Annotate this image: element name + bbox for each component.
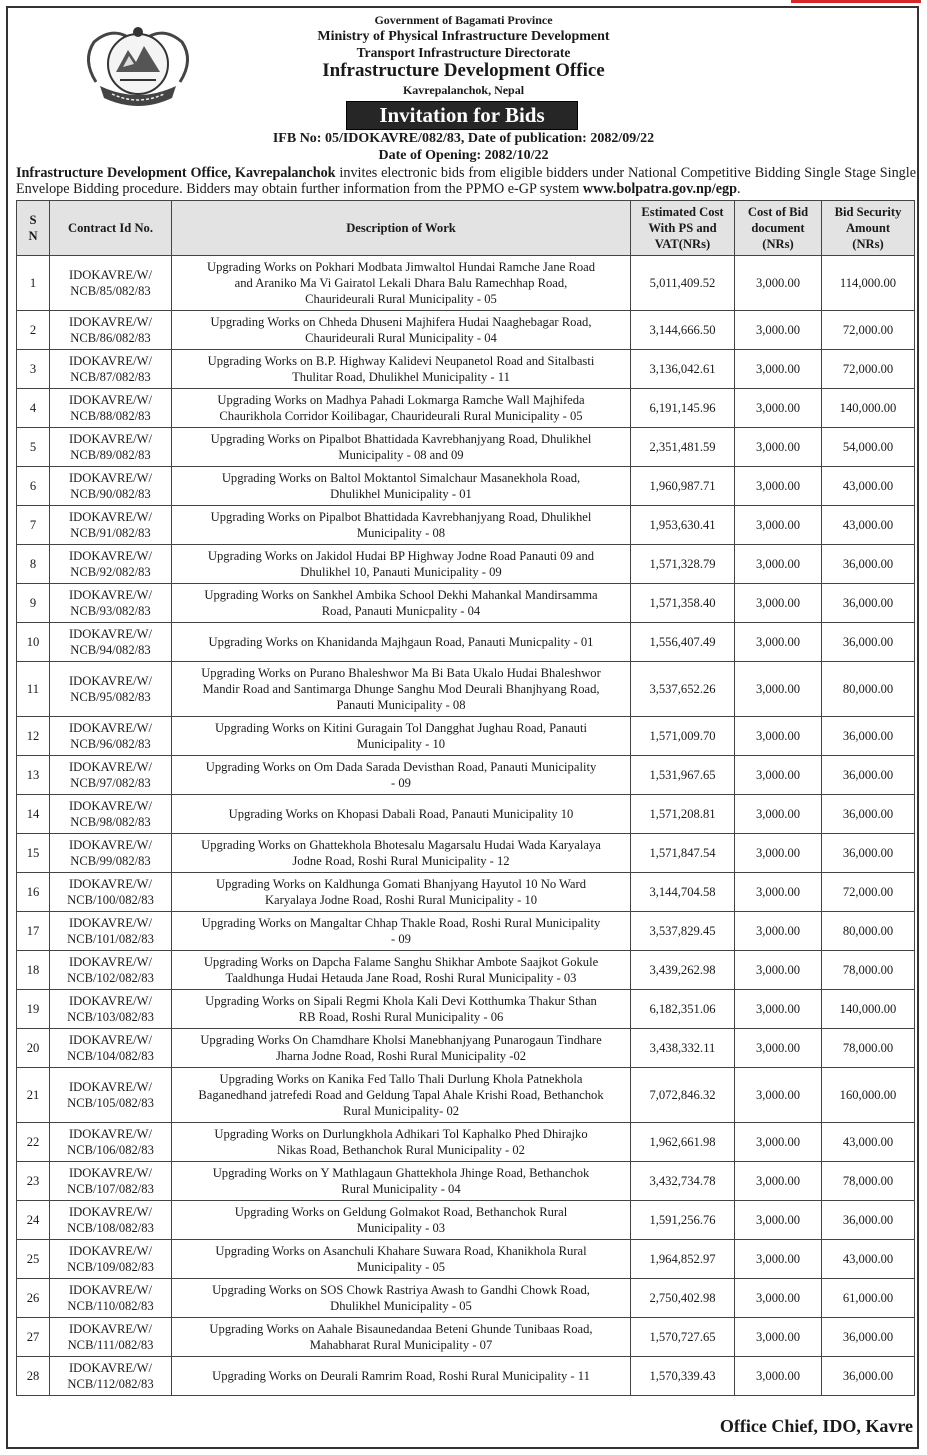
serial-number-cell: 18 [17, 951, 50, 990]
work-description-cell: Upgrading Works on Purano Bhaleshwor Ma Bi Bata Ukalo Hudai Bhaleshwor Mandir Road and Santimarga Dhunge Sanghu Mod Deurali Bhanjhyang Road, Panauti Municipality - 08 [172, 662, 631, 717]
estimated-cost-cell: 1,531,967.65 [631, 756, 735, 795]
bid-security-cell: 140,000.00 [822, 389, 915, 428]
bid-document-cost-cell: 3,000.00 [735, 1029, 822, 1068]
bid-security-cell: 78,000.00 [822, 1029, 915, 1068]
bid-document-cost-cell: 3,000.00 [735, 951, 822, 990]
contract-id-cell: IDOKAVRE/W/ NCB/103/082/83 [50, 990, 172, 1029]
work-description-cell: Upgrading Works on Jakidol Hudai BP Highway Jodne Road Panauti 09 and Dhulikhel 10, Panauti Municipality - 09 [172, 545, 631, 584]
bid-security-cell: 114,000.00 [822, 256, 915, 311]
ministry-line: Ministry of Physical Infrastructure Development [317, 29, 610, 44]
contract-id-cell: IDOKAVRE/W/ NCB/86/082/83 [50, 311, 172, 350]
table-row [17, 1068, 915, 1123]
work-description-cell: Upgrading Works on Durlungkhola Adhikari Tol Kaphalko Phed Dhirajko Nikas Road, Bethanchok Rural Municipality - 02 [172, 1123, 631, 1162]
bid-security-cell: 36,000.00 [822, 1318, 915, 1357]
table-row [17, 756, 915, 795]
estimated-cost-cell: 1,571,358.40 [631, 584, 735, 623]
contract-id-cell: IDOKAVRE/W/ NCB/109/082/83 [50, 1240, 172, 1279]
serial-number-cell: 4 [17, 389, 50, 428]
estimated-cost-cell: 1,964,852.97 [631, 1240, 735, 1279]
intro-office-name: Infrastructure Development Office, Kavrepalanchok [16, 165, 336, 181]
office-title: Infrastructure Development Office [322, 60, 605, 81]
work-description-cell: Upgrading Works on Pipalbot Bhattidada Kavrebhanjyang Road, Dhulikhel Municipality - 08 [172, 506, 631, 545]
government-line: Government of Bagamati Province [374, 13, 553, 27]
contract-id-cell: IDOKAVRE/W/ NCB/112/082/83 [50, 1357, 172, 1396]
table-row [17, 1029, 915, 1068]
contract-id-cell: IDOKAVRE/W/ NCB/93/082/83 [50, 584, 172, 623]
serial-number-cell: 1 [17, 256, 50, 311]
bid-security-cell: 43,000.00 [822, 1123, 915, 1162]
estimated-cost-cell: 3,537,829.45 [631, 912, 735, 951]
estimated-cost-cell: 3,537,652.26 [631, 662, 735, 717]
bid-document-cost-cell: 3,000.00 [735, 256, 822, 311]
description-header: Description of Work [172, 201, 631, 256]
contract-id-cell: IDOKAVRE/W/ NCB/102/082/83 [50, 951, 172, 990]
contract-id-cell: IDOKAVRE/W/ NCB/110/082/83 [50, 1279, 172, 1318]
bid-document-cost-cell: 3,000.00 [735, 506, 822, 545]
sn-header: S N [17, 201, 50, 256]
opening-date-line: Date of Opening: 2082/10/22 [378, 148, 549, 163]
bid-document-cost-cell: 3,000.00 [735, 1240, 822, 1279]
serial-number-cell: 3 [17, 350, 50, 389]
estimated-cost-cell: 1,556,407.49 [631, 623, 735, 662]
table-header-row [17, 201, 915, 256]
table-row [17, 311, 915, 350]
serial-number-cell: 25 [17, 1240, 50, 1279]
work-description-cell: Upgrading Works on SOS Chowk Rastriya Awash to Gandhi Chowk Road, Dhulikhel Municipality - 05 [172, 1279, 631, 1318]
serial-number-cell: 10 [17, 623, 50, 662]
table-row [17, 1357, 915, 1396]
work-description-cell: Upgrading Works on Sankhel Ambika School Dekhi Mahankal Mandirsamma Road, Panauti Municpality - 04 [172, 584, 631, 623]
contract-id-cell: IDOKAVRE/W/ NCB/104/082/83 [50, 1029, 172, 1068]
table-row [17, 389, 915, 428]
table-row [17, 350, 915, 389]
estimated-cost-cell: 7,072,846.32 [631, 1068, 735, 1123]
table-row [17, 1123, 915, 1162]
bid-security-cell: 43,000.00 [822, 467, 915, 506]
bid-document-cost-cell: 3,000.00 [735, 662, 822, 717]
bid-document-cost-cell: 3,000.00 [735, 756, 822, 795]
table-row [17, 990, 915, 1029]
bid-document-cost-cell: 3,000.00 [735, 873, 822, 912]
bid-security-cell: 72,000.00 [822, 311, 915, 350]
work-description-cell: Upgrading Works on Khopasi Dabali Road, Panauti Municipality 10 [172, 795, 631, 834]
office-chief-signature: Office Chief, IDO, Kavre [719, 1416, 913, 1436]
bids-table [16, 200, 915, 1396]
estimated-cost-cell: 6,182,351.06 [631, 990, 735, 1029]
contract-id-cell: IDOKAVRE/W/ NCB/105/082/83 [50, 1068, 172, 1123]
work-description-cell: Upgrading Works on Asanchuli Khahare Suwara Road, Khanikhola Rural Municipality - 05 [172, 1240, 631, 1279]
work-description-cell: Upgrading Works on Pokhari Modbata Jimwaltol Hundai Ramche Jane Road and Araniko Ma Vi Gairatol Lekali Dhara Balu Ramechhap Road, Chaurideurali Rural Municipality - 05 [172, 256, 631, 311]
serial-number-cell: 19 [17, 990, 50, 1029]
estimated-cost-cell: 2,351,481.59 [631, 428, 735, 467]
bid-security-cell: 36,000.00 [822, 834, 915, 873]
bid-security-cell: 36,000.00 [822, 795, 915, 834]
serial-number-cell: 26 [17, 1279, 50, 1318]
bid-security-header: Bid Security Amount (NRs) [822, 201, 915, 256]
directorate-line: Transport Infrastructure Directorate [356, 45, 571, 60]
serial-number-cell: 23 [17, 1162, 50, 1201]
bid-document-cost-cell: 3,000.00 [735, 428, 822, 467]
bid-document-cost-cell: 3,000.00 [735, 1357, 822, 1396]
estimated-cost-cell: 1,960,987.71 [631, 467, 735, 506]
bid-document-cost-cell: 3,000.00 [735, 795, 822, 834]
bid-security-cell: 80,000.00 [822, 662, 915, 717]
bid-security-cell: 140,000.00 [822, 990, 915, 1029]
bid-document-cost-cell: 3,000.00 [735, 467, 822, 506]
table-row [17, 256, 915, 311]
table-row [17, 795, 915, 834]
estimated-cost-cell: 3,144,704.58 [631, 873, 735, 912]
contract-id-cell: IDOKAVRE/W/ NCB/101/082/83 [50, 912, 172, 951]
table-row [17, 506, 915, 545]
serial-number-cell: 8 [17, 545, 50, 584]
serial-number-cell: 20 [17, 1029, 50, 1068]
bid-security-cell: 54,000.00 [822, 428, 915, 467]
serial-number-cell: 12 [17, 717, 50, 756]
serial-number-cell: 17 [17, 912, 50, 951]
bid-document-cost-header: Cost of Bid document (NRs) [735, 201, 822, 256]
bid-security-cell: 78,000.00 [822, 1162, 915, 1201]
estimated-cost-cell: 3,438,332.11 [631, 1029, 735, 1068]
intro-text: invites electronic bids from eligible bidders under National Competitive Bidding Single Stage Single Envelope Bidding procedure. Bidders may obtain further information from the PPMO e-GP system [16, 165, 917, 197]
ifb-line: IFB No: 05/IDOKAVRE/082/83, Date of publication: 2082/09/22 [272, 131, 655, 146]
table-row [17, 584, 915, 623]
table-row [17, 1318, 915, 1357]
bid-document-cost-cell: 3,000.00 [735, 389, 822, 428]
bid-document-cost-cell: 3,000.00 [735, 1068, 822, 1123]
work-description-cell: Upgrading Works on Kanika Fed Tallo Thali Durlung Khola Patnekhola Baganedhand jatrefedi Road and Geldung Tapal Ahale Krishi Road, Bethanchok Rural Municipality- 02 [172, 1068, 631, 1123]
table-row [17, 467, 915, 506]
estimated-cost-cell: 1,962,661.98 [631, 1123, 735, 1162]
bid-document-cost-cell: 3,000.00 [735, 623, 822, 662]
serial-number-cell: 27 [17, 1318, 50, 1357]
work-description-cell: Upgrading Works on Geldung Golmakot Road, Bethanchok Rural Municipality - 03 [172, 1201, 631, 1240]
estimated-cost-cell: 1,571,009.70 [631, 717, 735, 756]
table-row [17, 873, 915, 912]
bid-document-cost-cell: 3,000.00 [735, 1201, 822, 1240]
bid-security-cell: 36,000.00 [822, 717, 915, 756]
table-row [17, 951, 915, 990]
contract-id-header: Contract Id No. [50, 201, 172, 256]
estimated-cost-cell: 1,953,630.41 [631, 506, 735, 545]
estimated-cost-header: Estimated Cost With PS and VAT(NRs) [631, 201, 735, 256]
work-description-cell: Upgrading Works on Ghattekhola Bhotesalu Magarsalu Hudai Wada Karyalaya Jodne Road, Roshi Rural Municipality - 12 [172, 834, 631, 873]
work-description-cell: Upgrading Works on Kitini Guragain Tol Dangghat Jughau Road, Panauti Municipality - 10 [172, 717, 631, 756]
contract-id-cell: IDOKAVRE/W/ NCB/88/082/83 [50, 389, 172, 428]
bid-document-cost-cell: 3,000.00 [735, 1123, 822, 1162]
bid-security-cell: 36,000.00 [822, 584, 915, 623]
contract-id-cell: IDOKAVRE/W/ NCB/107/082/83 [50, 1162, 172, 1201]
bid-document-cost-cell: 3,000.00 [735, 350, 822, 389]
serial-number-cell: 21 [17, 1068, 50, 1123]
bid-document-cost-cell: 3,000.00 [735, 311, 822, 350]
bid-document-cost-cell: 3,000.00 [735, 1318, 822, 1357]
contract-id-cell: IDOKAVRE/W/ NCB/98/082/83 [50, 795, 172, 834]
serial-number-cell: 28 [17, 1357, 50, 1396]
estimated-cost-cell: 1,591,256.76 [631, 1201, 735, 1240]
top-accent-line [791, 0, 921, 3]
bid-document-cost-cell: 3,000.00 [735, 717, 822, 756]
bid-document-cost-cell: 3,000.00 [735, 912, 822, 951]
work-description-cell: Upgrading Works on Dapcha Falame Sanghu Shikhar Ambote Saajkot Gokule Taaldhunga Hudai Hetauda Jane Road, Roshi Rural Municipality - 03 [172, 951, 631, 990]
bid-document-cost-cell: 3,000.00 [735, 834, 822, 873]
intro-paragraph [16, 165, 916, 197]
serial-number-cell: 24 [17, 1201, 50, 1240]
intro-period: . [737, 181, 741, 197]
bid-document-cost-cell: 3,000.00 [735, 990, 822, 1029]
table-row [17, 428, 915, 467]
table-row [17, 1162, 915, 1201]
invitation-banner: Invitation for Bids [346, 101, 578, 130]
table-row [17, 717, 915, 756]
bid-security-cell: 61,000.00 [822, 1279, 915, 1318]
bid-security-cell: 80,000.00 [822, 912, 915, 951]
estimated-cost-cell: 3,136,042.61 [631, 350, 735, 389]
contract-id-cell: IDOKAVRE/W/ NCB/87/082/83 [50, 350, 172, 389]
table-row [17, 912, 915, 951]
estimated-cost-cell: 6,191,145.96 [631, 389, 735, 428]
contract-id-cell: IDOKAVRE/W/ NCB/111/082/83 [50, 1318, 172, 1357]
work-description-cell: Upgrading Works on Mangaltar Chhap Thakle Road, Roshi Rural Municipality - 09 [172, 912, 631, 951]
contract-id-cell: IDOKAVRE/W/ NCB/96/082/83 [50, 717, 172, 756]
bid-document-cost-cell: 3,000.00 [735, 584, 822, 623]
serial-number-cell: 6 [17, 467, 50, 506]
table-row [17, 1240, 915, 1279]
work-description-cell: Upgrading Works on Y Mathlagaun Ghattekhola Jhinge Road, Bethanchok Rural Municipality - 04 [172, 1162, 631, 1201]
serial-number-cell: 15 [17, 834, 50, 873]
contract-id-cell: IDOKAVRE/W/ NCB/89/082/83 [50, 428, 172, 467]
bid-security-cell: 36,000.00 [822, 1357, 915, 1396]
egp-website-link[interactable]: www.bolpatra.gov.np/egp [582, 181, 737, 197]
contract-id-cell: IDOKAVRE/W/ NCB/95/082/83 [50, 662, 172, 717]
work-description-cell: Upgrading Works on B.P. Highway Kalidevi Neupanetol Road and Sitalbasti Thulitar Road, Dhulikhel Municipality - 11 [172, 350, 631, 389]
table-row [17, 545, 915, 584]
contract-id-cell: IDOKAVRE/W/ NCB/106/082/83 [50, 1123, 172, 1162]
contract-id-cell: IDOKAVRE/W/ NCB/85/082/83 [50, 256, 172, 311]
table-row [17, 1279, 915, 1318]
serial-number-cell: 9 [17, 584, 50, 623]
estimated-cost-cell: 1,571,328.79 [631, 545, 735, 584]
table-row [17, 623, 915, 662]
bid-security-cell: 36,000.00 [822, 1201, 915, 1240]
contract-id-cell: IDOKAVRE/W/ NCB/100/082/83 [50, 873, 172, 912]
contract-id-cell: IDOKAVRE/W/ NCB/90/082/83 [50, 467, 172, 506]
estimated-cost-cell: 3,432,734.78 [631, 1162, 735, 1201]
work-description-cell: Upgrading Works On Chamdhare Kholsi Manebhanjyang Punarogaun Tindhare Jharna Jodne Road, Roshi Rural Municipality -02 [172, 1029, 631, 1068]
estimated-cost-cell: 1,570,727.65 [631, 1318, 735, 1357]
serial-number-cell: 13 [17, 756, 50, 795]
estimated-cost-cell: 5,011,409.52 [631, 256, 735, 311]
location-line: Kavrepalanchok, Nepal [402, 83, 525, 97]
bid-security-cell: 36,000.00 [822, 756, 915, 795]
table-row [17, 834, 915, 873]
bid-security-cell: 78,000.00 [822, 951, 915, 990]
bid-document-cost-cell: 3,000.00 [735, 1162, 822, 1201]
work-description-cell: Upgrading Works on Khanidanda Majhgaun Road, Panauti Municpality - 01 [172, 623, 631, 662]
bid-security-cell: 36,000.00 [822, 545, 915, 584]
work-description-cell: Upgrading Works on Om Dada Sarada Devisthan Road, Panauti Municipality - 09 [172, 756, 631, 795]
contract-id-cell: IDOKAVRE/W/ NCB/91/082/83 [50, 506, 172, 545]
contract-id-cell: IDOKAVRE/W/ NCB/108/082/83 [50, 1201, 172, 1240]
bid-document-cost-cell: 3,000.00 [735, 545, 822, 584]
work-description-cell: Upgrading Works on Madhya Pahadi Lokmarga Ramche Wall Majhifeda Chaurikhola Corridor Koilibagar, Chaurideurali Rural Municipality - 05 [172, 389, 631, 428]
bid-security-cell: 72,000.00 [822, 350, 915, 389]
estimated-cost-cell: 1,571,847.54 [631, 834, 735, 873]
bid-security-cell: 160,000.00 [822, 1068, 915, 1123]
estimated-cost-cell: 2,750,402.98 [631, 1279, 735, 1318]
serial-number-cell: 14 [17, 795, 50, 834]
work-description-cell: Upgrading Works on Deurali Ramrim Road, Roshi Rural Municipality - 11 [172, 1357, 631, 1396]
bid-security-cell: 72,000.00 [822, 873, 915, 912]
contract-id-cell: IDOKAVRE/W/ NCB/92/082/83 [50, 545, 172, 584]
bid-security-cell: 43,000.00 [822, 1240, 915, 1279]
estimated-cost-cell: 1,570,339.43 [631, 1357, 735, 1396]
serial-number-cell: 11 [17, 662, 50, 717]
work-description-cell: Upgrading Works on Chheda Dhuseni Majhifera Hudai Naaghebagar Road, Chaurideurali Rural Municipality - 04 [172, 311, 631, 350]
work-description-cell: Upgrading Works on Baltol Moktantol Simalchaur Masanekhola Road, Dhulikhel Municipality - 01 [172, 467, 631, 506]
serial-number-cell: 7 [17, 506, 50, 545]
serial-number-cell: 5 [17, 428, 50, 467]
work-description-cell: Upgrading Works on Sipali Regmi Khola Kali Devi Kotthumka Thakur Sthan RB Road, Roshi Rural Municipality - 06 [172, 990, 631, 1029]
contract-id-cell: IDOKAVRE/W/ NCB/99/082/83 [50, 834, 172, 873]
bid-security-cell: 36,000.00 [822, 623, 915, 662]
bid-document-cost-cell: 3,000.00 [735, 1279, 822, 1318]
estimated-cost-cell: 3,439,262.98 [631, 951, 735, 990]
work-description-cell: Upgrading Works on Pipalbot Bhattidada Kavrebhanjyang Road, Dhulikhel Municipality - 08 and 09 [172, 428, 631, 467]
contract-id-cell: IDOKAVRE/W/ NCB/97/082/83 [50, 756, 172, 795]
work-description-cell: Upgrading Works on Kaldhunga Gomati Bhanjyang Hayutol 10 No Ward Karyalaya Jodne Road, Roshi Rural Municipality - 10 [172, 873, 631, 912]
estimated-cost-cell: 1,571,208.81 [631, 795, 735, 834]
bid-security-cell: 43,000.00 [822, 506, 915, 545]
table-row [17, 1201, 915, 1240]
serial-number-cell: 16 [17, 873, 50, 912]
work-description-cell: Upgrading Works on Aahale Bisaunedandaa Beteni Ghunde Tunibaas Road, Mahabharat Rural Municipality - 07 [172, 1318, 631, 1357]
contract-id-cell: IDOKAVRE/W/ NCB/94/082/83 [50, 623, 172, 662]
serial-number-cell: 2 [17, 311, 50, 350]
table-row [17, 662, 915, 717]
estimated-cost-cell: 3,144,666.50 [631, 311, 735, 350]
serial-number-cell: 22 [17, 1123, 50, 1162]
